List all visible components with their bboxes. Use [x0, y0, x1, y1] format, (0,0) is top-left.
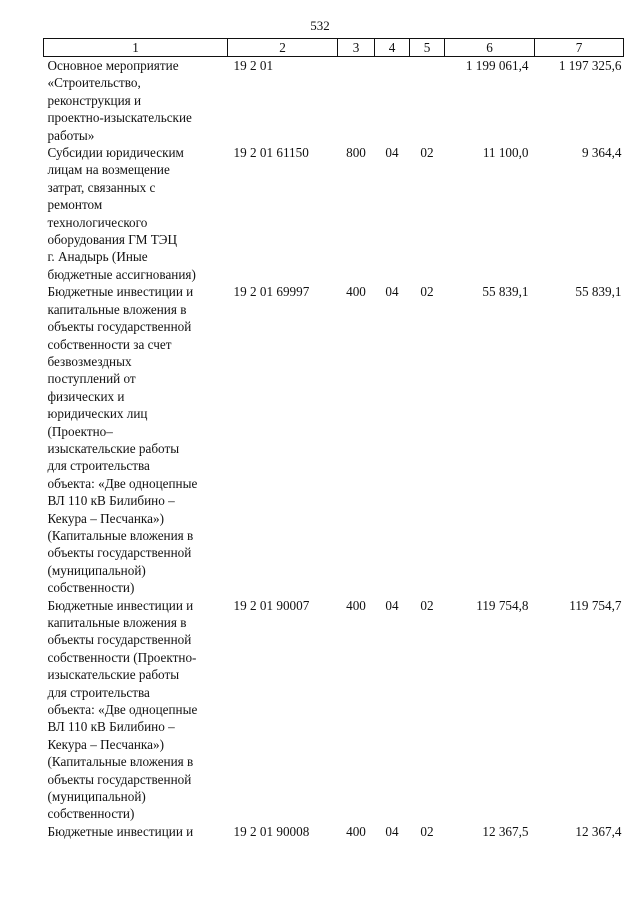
column-header-6: 6 [445, 39, 535, 57]
row-name-text: Бюджетные инвестиции и капитальные вложения в объекты государственной собственности за счет безвозмездных поступлений от физических и юридических лиц (Проектно– изыскательские работы для строительства объекта: «Две одноцепные ВЛ 110 кВ Билибино – Кекура – Песчанка») (Капитальные вложения в объекты государственной (муниципальной) собственности) [47, 284, 198, 596]
row-col3-cell: 400 [346, 597, 366, 613]
row-name-text: Бюджетные инвестиции и [47, 823, 194, 839]
row-col3-cell: 400 [346, 284, 366, 300]
row-col5-cell: 02 [420, 145, 434, 161]
column-header-2: 2 [228, 39, 338, 57]
table-header [44, 39, 624, 57]
row-code-cell: 19 2 01 90008 [233, 823, 310, 839]
row-col3-cell: 400 [346, 823, 366, 839]
table-row [44, 597, 624, 823]
row-col3-cell: 800 [346, 145, 366, 161]
row-col4-cell: 04 [385, 823, 399, 839]
row-col7-cell: 1 197 325,6 [558, 58, 622, 73]
row-col6-cell: 119 754,8 [476, 597, 529, 613]
row-name-cell [44, 283, 228, 596]
row-col6-cell: 55 839,1 [482, 284, 529, 300]
row-name-text: Бюджетные инвестиции и капитальные вложения в объекты государственной собственности (Проектно- изыскательские работы для строительства объекта: «Две одноцепные ВЛ 110 кВ Билибино – Кекура – Песчанка») (Капитальные вложения в объекты государственной (муниципальной) собственности) [47, 597, 198, 822]
row-name-text: Субсидии юридическим лицам на возмещение затрат, связанных с ремонтом технологического оборудования ГМ ТЭЦ г. Анадырь (Иные бюджетные ассигнования) [47, 145, 196, 282]
table-row [44, 144, 624, 283]
row-name-cell [44, 597, 228, 823]
row-col7-cell: 12 367,4 [575, 823, 622, 839]
row-col4-cell: 04 [385, 145, 399, 161]
row-col4-cell: 04 [385, 597, 399, 613]
column-header-5: 5 [410, 39, 445, 57]
page-number: 532 [310, 18, 330, 33]
column-header-3: 3 [338, 39, 375, 57]
row-name-cell [44, 144, 228, 283]
row-col5-cell: 02 [420, 597, 434, 613]
row-col7-cell: 55 839,1 [575, 284, 622, 300]
row-code-cell: 19 2 01 90007 [233, 597, 310, 613]
table-row [44, 57, 624, 145]
row-code-cell: 19 2 01 69997 [233, 284, 310, 300]
row-col5-cell: 02 [420, 823, 434, 839]
header-row [44, 39, 624, 57]
row-code-cell: 19 2 01 61150 [233, 145, 309, 161]
row-col6-cell: 11 100,0 [482, 145, 529, 161]
row-col4-cell [375, 57, 410, 145]
row-col6-cell: 1 199 061,4 [465, 58, 529, 73]
column-header-4: 4 [375, 39, 410, 57]
row-col6-cell: 12 367,5 [482, 823, 529, 839]
row-col4-cell: 04 [385, 284, 399, 300]
row-col5-cell [410, 57, 445, 145]
row-name-cell [44, 823, 228, 840]
row-col7-cell: 9 364,4 [581, 145, 622, 161]
row-col5-cell: 02 [420, 284, 434, 300]
column-header-7: 7 [535, 39, 624, 57]
budget-table [43, 38, 624, 840]
table-row [44, 823, 624, 840]
column-header-1: 1 [44, 39, 228, 57]
row-col3-cell [338, 57, 375, 145]
table-body [44, 57, 624, 841]
table-row [44, 283, 624, 596]
row-name-cell [44, 57, 228, 145]
row-name-text: Основное мероприятие «Строительство, реконструкция и проектно-изыскательские работы» [47, 58, 192, 143]
row-code-cell: 19 2 01 [233, 58, 274, 73]
row-col7-cell: 119 754,7 [569, 597, 622, 613]
